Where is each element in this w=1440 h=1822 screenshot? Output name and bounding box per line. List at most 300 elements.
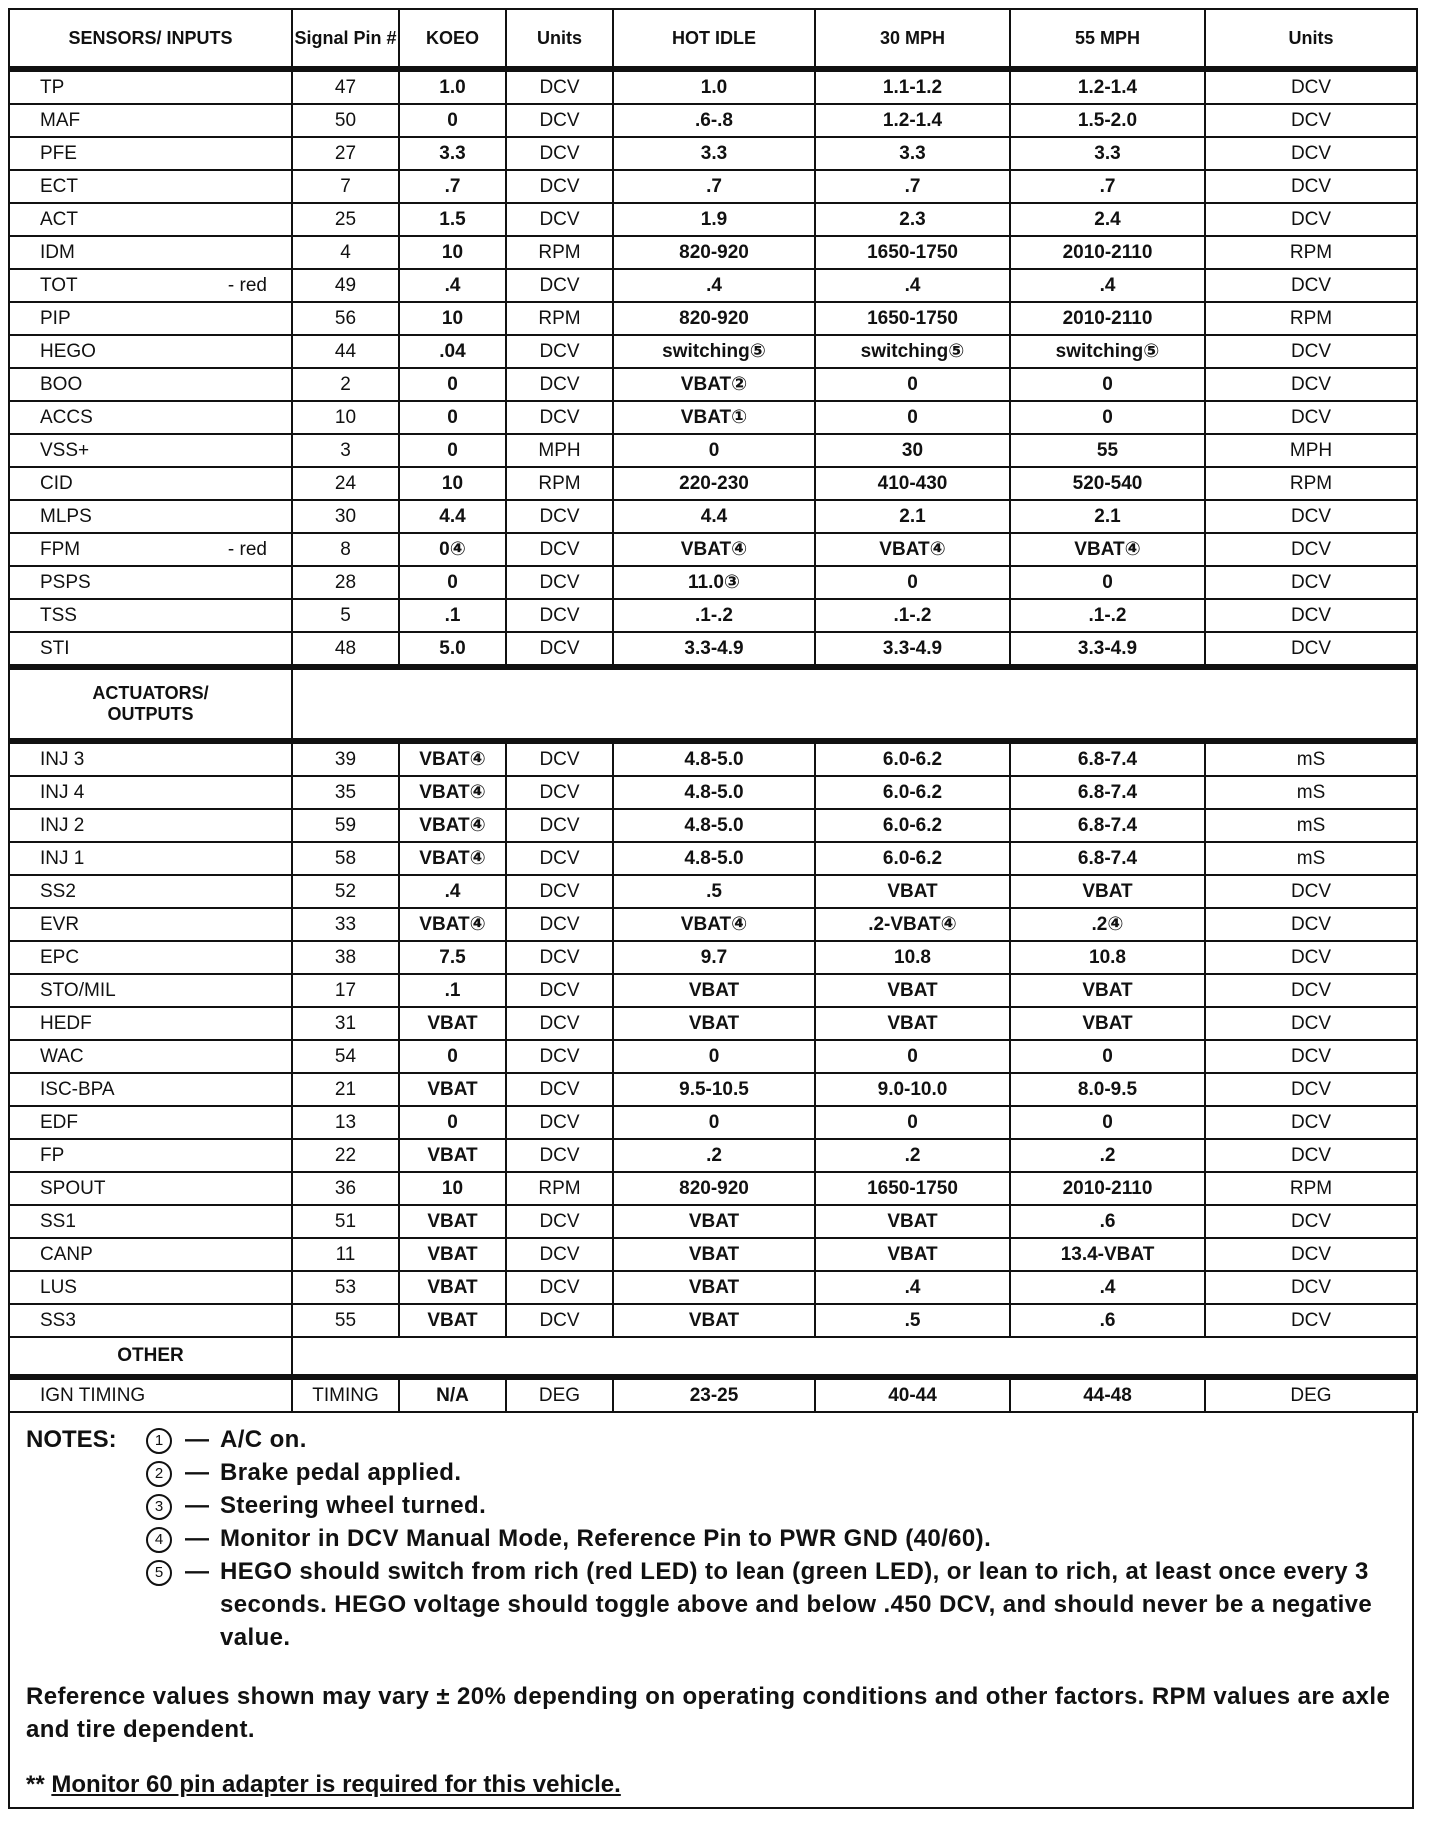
header-row	[9, 9, 1417, 69]
cell-mph55: 44-48	[1010, 1377, 1205, 1412]
cell-hot-idle: 4.4	[613, 500, 815, 533]
cell-mph30: .2-VBAT④	[815, 908, 1010, 941]
cell-pin: 56	[292, 302, 399, 335]
cell-hot-idle: .4	[613, 269, 815, 302]
row-label	[9, 741, 292, 776]
cell-pin: 35	[292, 776, 399, 809]
note-dash: —	[185, 1426, 209, 1453]
cell-mph30: 0	[815, 566, 1010, 599]
cell-hot-idle: .6-.8	[613, 104, 815, 137]
cell-hot-idle: VBAT	[613, 1238, 815, 1271]
cell-units: DCV	[506, 1073, 613, 1106]
row-label	[9, 842, 292, 875]
table-row	[9, 842, 1417, 875]
note-number-wrap	[144, 1423, 174, 1456]
signal-name: FPM	[40, 538, 81, 560]
cell-koeo: VBAT	[399, 1271, 506, 1304]
row-label	[9, 170, 292, 203]
cell-units: DCV	[506, 1139, 613, 1172]
note-number-wrap	[144, 1456, 174, 1489]
table-row	[9, 974, 1417, 1007]
signal-name: TP	[40, 76, 65, 98]
cell-units: DCV	[506, 941, 613, 974]
cell-units: DCV	[506, 908, 613, 941]
cell-mph55: 55	[1010, 434, 1205, 467]
cell-koeo: 10	[399, 236, 506, 269]
cell-pin: 31	[292, 1007, 399, 1040]
cell-units: DCV	[506, 69, 613, 104]
cell-hot-idle: VBAT④	[613, 908, 815, 941]
cell-units2: DCV	[1205, 401, 1417, 434]
col-sensors-header: SENSORS/ INPUTS	[9, 9, 292, 69]
cell-mph55: 2.1	[1010, 500, 1205, 533]
cell-mph30: 410-430	[815, 467, 1010, 500]
signal-name: INJ 2	[40, 814, 85, 836]
cell-pin: 22	[292, 1139, 399, 1172]
signal-name: INJ 4	[40, 781, 85, 803]
cell-units2: DCV	[1205, 1007, 1417, 1040]
reference-note: Reference values shown may vary ± 20% depending on operating conditions and other factors. RPM values are axle and tire dependent.	[26, 1683, 1391, 1743]
cell-hot-idle: 0	[613, 1040, 815, 1073]
row-label	[9, 566, 292, 599]
cell-hot-idle: 3.3-4.9	[613, 632, 815, 667]
cell-mph30: 9.0-10.0	[815, 1073, 1010, 1106]
cell-units2: DCV	[1205, 203, 1417, 236]
cell-units2: DCV	[1205, 137, 1417, 170]
cell-koeo: 0	[399, 566, 506, 599]
cell-units2: DCV	[1205, 104, 1417, 137]
col-units2-header: Units	[1205, 9, 1417, 69]
cell-pin: 13	[292, 1106, 399, 1139]
note-number-wrap	[144, 1489, 174, 1522]
cell-hot-idle: 4.8-5.0	[613, 776, 815, 809]
cell-mph30: 2.3	[815, 203, 1010, 236]
cell-mph55: 6.8-7.4	[1010, 842, 1205, 875]
row-label	[9, 599, 292, 632]
cell-koeo: 0	[399, 368, 506, 401]
cell-units: DCV	[506, 632, 613, 667]
cell-mph55: 0	[1010, 401, 1205, 434]
row-label	[9, 875, 292, 908]
table-row	[9, 566, 1417, 599]
cell-mph30: 6.0-6.2	[815, 842, 1010, 875]
cell-mph30: 1650-1750	[815, 302, 1010, 335]
table-row	[9, 1073, 1417, 1106]
table-row	[9, 809, 1417, 842]
table-row	[9, 203, 1417, 236]
signal-name: EPC	[40, 946, 80, 968]
cell-units: MPH	[506, 434, 613, 467]
cell-units: DCV	[506, 776, 613, 809]
table-row	[9, 434, 1417, 467]
table-row	[9, 467, 1417, 500]
circled-number-icon: 4	[146, 1527, 172, 1553]
cell-hot-idle: 220-230	[613, 467, 815, 500]
cell-mph55: .1-.2	[1010, 599, 1205, 632]
cell-units: RPM	[506, 1172, 613, 1205]
actuator-rows	[9, 741, 1417, 1337]
cell-mph30: 3.3-4.9	[815, 632, 1010, 667]
note-number-wrap	[144, 1555, 174, 1654]
notes-panel	[8, 1413, 1414, 1809]
section-spacer	[292, 1337, 1417, 1377]
cell-units: RPM	[506, 467, 613, 500]
note-dash: —	[185, 1459, 209, 1486]
cell-pin: 49	[292, 269, 399, 302]
note-item	[26, 1456, 1396, 1489]
cell-units: DCV	[506, 1205, 613, 1238]
cell-mph30: 1650-1750	[815, 1172, 1010, 1205]
cell-mph30: 3.3	[815, 137, 1010, 170]
cell-units2: DCV	[1205, 1205, 1417, 1238]
cell-mph55: 1.5-2.0	[1010, 104, 1205, 137]
cell-units2: DCV	[1205, 533, 1417, 566]
cell-mph30: .1-.2	[815, 599, 1010, 632]
cell-pin: 2	[292, 368, 399, 401]
cell-units: DCV	[506, 533, 613, 566]
signal-name: TSS	[40, 604, 77, 626]
signal-suffix: - red	[227, 538, 267, 560]
cell-koeo: 0	[399, 1106, 506, 1139]
cell-units: DCV	[506, 809, 613, 842]
signal-name: ISC-BPA	[40, 1078, 115, 1100]
table-row	[9, 368, 1417, 401]
cell-hot-idle: 4.8-5.0	[613, 842, 815, 875]
cell-pin: 5	[292, 599, 399, 632]
cell-units: DCV	[506, 1007, 613, 1040]
cell-mph55: 0	[1010, 368, 1205, 401]
cell-mph30: .4	[815, 269, 1010, 302]
cell-units: RPM	[506, 236, 613, 269]
cell-mph55: 0	[1010, 1106, 1205, 1139]
cell-pin: 59	[292, 809, 399, 842]
cell-units: DCV	[506, 741, 613, 776]
cell-mph55: switching⑤	[1010, 335, 1205, 368]
cell-mph30: 0	[815, 401, 1010, 434]
cell-units: DCV	[506, 269, 613, 302]
cell-units: DCV	[506, 599, 613, 632]
signal-name: CANP	[40, 1243, 93, 1265]
signal-name: SS3	[40, 1309, 76, 1331]
signal-name: CID	[40, 472, 73, 494]
cell-mph55: .2④	[1010, 908, 1205, 941]
signal-name: HEDF	[40, 1012, 92, 1034]
note-text: A/C on.	[220, 1426, 307, 1453]
row-label	[9, 269, 292, 302]
other-label: OTHER	[9, 1337, 292, 1377]
table-row	[9, 1007, 1417, 1040]
signal-name: BOO	[40, 373, 83, 395]
cell-units: DCV	[506, 1238, 613, 1271]
signal-name: SS1	[40, 1210, 76, 1232]
note-item	[26, 1489, 1396, 1522]
adapter-note	[26, 1768, 1396, 1801]
table-row	[9, 908, 1417, 941]
cell-hot-idle: .5	[613, 875, 815, 908]
cell-mph30: 0	[815, 368, 1010, 401]
row-label	[9, 69, 292, 104]
cell-mph55: VBAT④	[1010, 533, 1205, 566]
signal-name: EVR	[40, 913, 80, 935]
row-label	[9, 137, 292, 170]
cell-pin: 58	[292, 842, 399, 875]
cell-mph30: .7	[815, 170, 1010, 203]
adapter-asterisks: **	[26, 1771, 45, 1798]
circled-number-icon: 3	[146, 1494, 172, 1520]
cell-mph55: 0	[1010, 1040, 1205, 1073]
row-label	[9, 335, 292, 368]
cell-pin: 50	[292, 104, 399, 137]
cell-units: DEG	[506, 1377, 613, 1412]
cell-mph55: 520-540	[1010, 467, 1205, 500]
cell-pin: 17	[292, 974, 399, 1007]
table-row	[9, 335, 1417, 368]
table-row	[9, 500, 1417, 533]
cell-mph55: 6.8-7.4	[1010, 809, 1205, 842]
cell-mph30: 1.2-1.4	[815, 104, 1010, 137]
cell-pin: 39	[292, 741, 399, 776]
circled-number-icon: 1	[146, 1428, 172, 1454]
notes-list	[26, 1423, 1396, 1654]
table-row	[9, 741, 1417, 776]
row-label	[9, 401, 292, 434]
col-pin-header: Signal Pin #	[292, 9, 399, 69]
section-row-actuators	[9, 667, 1417, 741]
cell-mph55: .7	[1010, 170, 1205, 203]
cell-hot-idle: 9.5-10.5	[613, 1073, 815, 1106]
cell-mph55: 6.8-7.4	[1010, 741, 1205, 776]
cell-units: DCV	[506, 842, 613, 875]
cell-hot-idle: VBAT	[613, 1007, 815, 1040]
cell-mph55: 2010-2110	[1010, 1172, 1205, 1205]
cell-mph30: 6.0-6.2	[815, 776, 1010, 809]
cell-units: DCV	[506, 875, 613, 908]
cell-mph55: 2010-2110	[1010, 236, 1205, 269]
row-label	[9, 302, 292, 335]
row-label	[9, 1007, 292, 1040]
table-row	[9, 69, 1417, 104]
cell-hot-idle: VBAT	[613, 1271, 815, 1304]
cell-koeo: 0	[399, 434, 506, 467]
row-label	[9, 236, 292, 269]
cell-mph55: VBAT	[1010, 1007, 1205, 1040]
cell-units2: DCV	[1205, 1073, 1417, 1106]
cell-units2: DCV	[1205, 500, 1417, 533]
signal-name: SPOUT	[40, 1177, 106, 1199]
cell-mph55: .6	[1010, 1205, 1205, 1238]
table-row	[9, 1377, 1417, 1412]
cell-koeo: 1.0	[399, 69, 506, 104]
cell-koeo: .4	[399, 875, 506, 908]
note-indent	[26, 1456, 144, 1489]
table-row	[9, 236, 1417, 269]
cell-mph55: 1.2-1.4	[1010, 69, 1205, 104]
section-row-other	[9, 1337, 1417, 1377]
table-row	[9, 1139, 1417, 1172]
cell-pin: 4	[292, 236, 399, 269]
cell-mph30: 40-44	[815, 1377, 1010, 1412]
cell-mph55: VBAT	[1010, 875, 1205, 908]
signal-name: IGN TIMING	[40, 1384, 146, 1406]
cell-pin: TIMING	[292, 1377, 399, 1412]
cell-koeo: VBAT④	[399, 741, 506, 776]
cell-mph30: VBAT	[815, 875, 1010, 908]
signal-name: STI	[40, 637, 70, 659]
signal-name: ECT	[40, 175, 78, 197]
cell-hot-idle: VBAT	[613, 1304, 815, 1337]
signal-name: IDM	[40, 241, 75, 263]
note-dash: —	[185, 1492, 209, 1519]
cell-koeo: 0④	[399, 533, 506, 566]
cell-units2: DCV	[1205, 170, 1417, 203]
cell-koeo: 0	[399, 104, 506, 137]
cell-units: DCV	[506, 335, 613, 368]
cell-hot-idle: VBAT	[613, 1205, 815, 1238]
cell-hot-idle: 1.0	[613, 69, 815, 104]
cell-mph30: VBAT	[815, 1205, 1010, 1238]
note-number-wrap	[144, 1522, 174, 1555]
cell-units: DCV	[506, 500, 613, 533]
row-label	[9, 1304, 292, 1337]
cell-koeo: VBAT	[399, 1139, 506, 1172]
other-rows	[9, 1377, 1417, 1412]
row-label	[9, 1106, 292, 1139]
cell-koeo: 3.3	[399, 137, 506, 170]
cell-hot-idle: 23-25	[613, 1377, 815, 1412]
cell-units2: DEG	[1205, 1377, 1417, 1412]
actuators-label: ACTUATORS/ OUTPUTS	[9, 667, 292, 741]
cell-units2: DCV	[1205, 1238, 1417, 1271]
cell-hot-idle: 3.3	[613, 137, 815, 170]
cell-units2: DCV	[1205, 908, 1417, 941]
row-label	[9, 809, 292, 842]
table-row	[9, 170, 1417, 203]
row-label	[9, 632, 292, 667]
cell-pin: 10	[292, 401, 399, 434]
table-row	[9, 1304, 1417, 1337]
cell-units2: mS	[1205, 776, 1417, 809]
note-dash: —	[185, 1558, 209, 1585]
signal-name: ACCS	[40, 406, 93, 428]
cell-pin: 27	[292, 137, 399, 170]
cell-koeo: .1	[399, 599, 506, 632]
cell-pin: 8	[292, 533, 399, 566]
notes-heading: NOTES:	[26, 1426, 117, 1453]
cell-mph55: 6.8-7.4	[1010, 776, 1205, 809]
cell-mph55: .4	[1010, 1271, 1205, 1304]
note-text: HEGO should switch from rich (red LED) to lean (green LED), or lean to rich, at least once every 3 seconds. HEGO voltage should toggle above and below .450 DCV, and should never be a negative value.	[220, 1558, 1373, 1651]
cell-mph30: VBAT	[815, 974, 1010, 1007]
signal-name: LUS	[40, 1276, 77, 1298]
cell-units2: DCV	[1205, 941, 1417, 974]
cell-pin: 30	[292, 500, 399, 533]
signal-name: MAF	[40, 109, 81, 131]
note-dash: —	[185, 1525, 209, 1552]
cell-koeo: 0	[399, 1040, 506, 1073]
cell-koeo: 0	[399, 401, 506, 434]
row-label	[9, 434, 292, 467]
cell-units: DCV	[506, 1040, 613, 1073]
row-label	[9, 1205, 292, 1238]
cell-koeo: 4.4	[399, 500, 506, 533]
cell-hot-idle: .2	[613, 1139, 815, 1172]
cell-koeo: N/A	[399, 1377, 506, 1412]
cell-mph55: .4	[1010, 269, 1205, 302]
cell-hot-idle: .1-.2	[613, 599, 815, 632]
signal-name: INJ 1	[40, 847, 85, 869]
table-row	[9, 1106, 1417, 1139]
cell-mph30: 1650-1750	[815, 236, 1010, 269]
row-label	[9, 908, 292, 941]
note-text: Steering wheel turned.	[220, 1492, 487, 1519]
cell-koeo: .7	[399, 170, 506, 203]
note-text: Brake pedal applied.	[220, 1459, 462, 1486]
cell-mph30: 6.0-6.2	[815, 809, 1010, 842]
row-label	[9, 1238, 292, 1271]
cell-pin: 52	[292, 875, 399, 908]
cell-hot-idle: 0	[613, 1106, 815, 1139]
reference-values-table	[8, 8, 1418, 1413]
cell-mph30: VBAT	[815, 1007, 1010, 1040]
cell-units2: DCV	[1205, 335, 1417, 368]
signal-name: PSPS	[40, 571, 91, 593]
cell-koeo: 10	[399, 467, 506, 500]
signal-name: PIP	[40, 307, 71, 329]
cell-pin: 38	[292, 941, 399, 974]
cell-pin: 51	[292, 1205, 399, 1238]
table-row	[9, 776, 1417, 809]
cell-koeo: VBAT	[399, 1304, 506, 1337]
cell-units2: RPM	[1205, 302, 1417, 335]
adapter-text: Monitor 60 pin adapter is required for this vehicle.	[51, 1771, 621, 1798]
cell-koeo: VBAT④	[399, 809, 506, 842]
cell-koeo: 1.5	[399, 203, 506, 236]
cell-units: DCV	[506, 1304, 613, 1337]
row-label	[9, 104, 292, 137]
cell-units2: RPM	[1205, 236, 1417, 269]
cell-hot-idle: 9.7	[613, 941, 815, 974]
cell-pin: 47	[292, 69, 399, 104]
cell-mph30: switching⑤	[815, 335, 1010, 368]
cell-units: DCV	[506, 368, 613, 401]
note-indent	[26, 1489, 144, 1522]
cell-pin: 3	[292, 434, 399, 467]
table-row	[9, 269, 1417, 302]
cell-koeo: 10	[399, 302, 506, 335]
col-30mph-header: 30 MPH	[815, 9, 1010, 69]
cell-mph30: 1.1-1.2	[815, 69, 1010, 104]
cell-pin: 53	[292, 1271, 399, 1304]
cell-units2: DCV	[1205, 1106, 1417, 1139]
cell-hot-idle: .7	[613, 170, 815, 203]
cell-koeo: VBAT	[399, 1238, 506, 1271]
cell-units2: mS	[1205, 842, 1417, 875]
note-item	[26, 1423, 1396, 1456]
cell-hot-idle: 820-920	[613, 1172, 815, 1205]
cell-units2: DCV	[1205, 1304, 1417, 1337]
signal-name: ACT	[40, 208, 78, 230]
row-label	[9, 1139, 292, 1172]
circled-number-icon: 5	[146, 1560, 172, 1586]
cell-hot-idle: 11.0③	[613, 566, 815, 599]
cell-pin: 28	[292, 566, 399, 599]
row-label	[9, 1172, 292, 1205]
cell-mph55: 13.4-VBAT	[1010, 1238, 1205, 1271]
cell-pin: 55	[292, 1304, 399, 1337]
table-row	[9, 137, 1417, 170]
cell-mph55: VBAT	[1010, 974, 1205, 1007]
row-label	[9, 1040, 292, 1073]
